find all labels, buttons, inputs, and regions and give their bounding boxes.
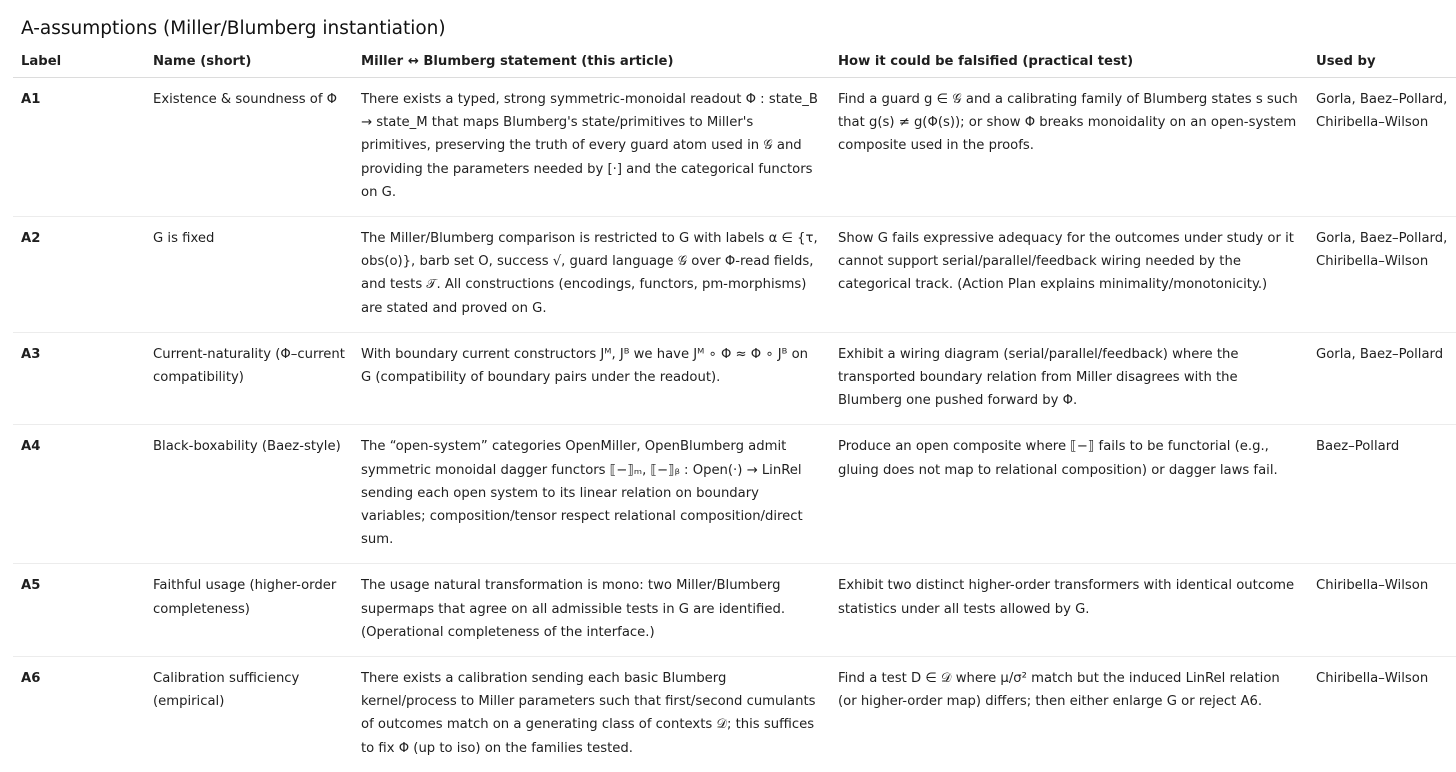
row-label: A3: [13, 332, 145, 425]
row-statement: The usage natural transformation is mono: two Miller/Blumberg supermaps that agree on all admissible tests in G are identified. (Operational completeness of the interface.): [353, 564, 830, 657]
row-used-by: Gorla, Baez–Pollard: [1308, 332, 1456, 425]
row-falsification: Exhibit a wiring diagram (serial/parallel/feedback) where the transported boundary relation from Miller disagrees with the Blumberg one pushed forward by Φ.: [830, 332, 1308, 425]
row-falsification: Find a test D ∈ 𝒟 where μ/σ² match but the induced LinRel relation (or higher-order map) differs; then either enlarge G or reject A6.: [838, 671, 1280, 710]
row-falsification: Produce an open composite where ⟦−⟧ fails to be functorial (e.g., gluing does not map to relational composition) or dagger laws fail.: [830, 425, 1308, 564]
header-row: [13, 50, 1456, 78]
table-row: [13, 657, 1456, 772]
row-statement: The “open-system” categories OpenMiller, OpenBlumberg admit symmetric monoidal dagger functors ⟦−⟧ₘ, ⟦−⟧ᵦ : Open(·) → LinRel sending each open system to its linear relation on boundary variables; composition/tensor respect relational composition/direct sum.: [353, 425, 830, 564]
row-name: Current-naturality (Φ–current compatibility): [145, 332, 353, 425]
row-label: A5: [13, 564, 145, 657]
row-label: A6: [21, 671, 41, 687]
row-statement: There exists a typed, strong symmetric-monoidal readout Φ : state_B → state_M that maps Blumberg's state/primitives to Miller's primitives, preserving the truth of every guard atom used in 𝒢 and providing the parameters needed by [·] and the categorical functors on G.: [353, 78, 830, 217]
column-header-name: Name (short): [145, 50, 353, 78]
row-used-by: Baez–Pollard: [1308, 425, 1456, 564]
column-header-used-by: Used by: [1308, 50, 1456, 78]
section-title: A-assumptions (Miller/Blumberg instantiation): [21, 18, 446, 39]
table-row: [13, 425, 1456, 564]
row-name: G is fixed: [145, 217, 353, 333]
row-statement: With boundary current constructors Jᴹ, Jᴮ we have Jᴹ ∘ Φ ≈ Φ ∘ Jᴮ on G (compatibility of boundary pairs under the readout).: [353, 332, 830, 425]
row-statement: There exists a calibration sending each basic Blumberg kernel/process to Miller parameters such that first/second cumulants of outcomes match on a generating class of contexts 𝒟; this suffices to fix Φ (up to iso) on the families tested.: [361, 671, 816, 756]
table-header: [13, 50, 1456, 78]
table-row: [13, 332, 1456, 425]
row-falsification: Exhibit two distinct higher-order transformers with identical outcome statistics under all tests allowed by G.: [830, 564, 1308, 657]
row-name: Existence & soundness of Φ: [145, 78, 353, 217]
column-header-label: Label: [13, 50, 145, 78]
row-label: A4: [13, 425, 145, 564]
table-row: [13, 217, 1456, 333]
table-row: [13, 78, 1456, 217]
column-header-falsification: How it could be falsified (practical test): [830, 50, 1308, 78]
row-used-by: Gorla, Baez–Pollard, Chiribella–Wilson: [1308, 78, 1456, 217]
assumptions-table: [13, 50, 1456, 772]
table-body: [13, 78, 1456, 772]
row-used-by: Chiribella–Wilson: [1308, 564, 1456, 657]
row-used-by: Chiribella–Wilson: [1316, 671, 1429, 687]
row-statement: The Miller/Blumberg comparison is restricted to G with labels α ∈ {τ, obs(o)}, barb set O, success √, guard language 𝒢 over Φ-read fields, and tests 𝒯. All constructions (encodings, functors, pm-morphisms) are stated and proved on G.: [353, 217, 830, 333]
table-row: [13, 564, 1456, 657]
row-name: Faithful usage (higher-order completeness): [145, 564, 353, 657]
column-header-statement: Miller ↔ Blumberg statement (this article): [353, 50, 830, 78]
row-falsification: Show G fails expressive adequacy for the outcomes under study or it cannot support serial/parallel/feedback wiring needed by the categorical track. (Action Plan explains minimality/monotonicity.): [830, 217, 1308, 333]
row-label: A1: [13, 78, 145, 217]
row-name: Calibration sufficiency (empirical): [153, 671, 300, 710]
row-falsification: Find a guard g ∈ 𝒢 and a calibrating family of Blumberg states s such that g(s) ≠ g(Φ(s)); or show Φ breaks monoidality on an open-system composite used in the proofs.: [830, 78, 1308, 217]
row-name: Black-boxability (Baez-style): [145, 425, 353, 564]
row-label: A2: [13, 217, 145, 333]
row-used-by: Gorla, Baez–Pollard, Chiribella–Wilson: [1308, 217, 1456, 333]
